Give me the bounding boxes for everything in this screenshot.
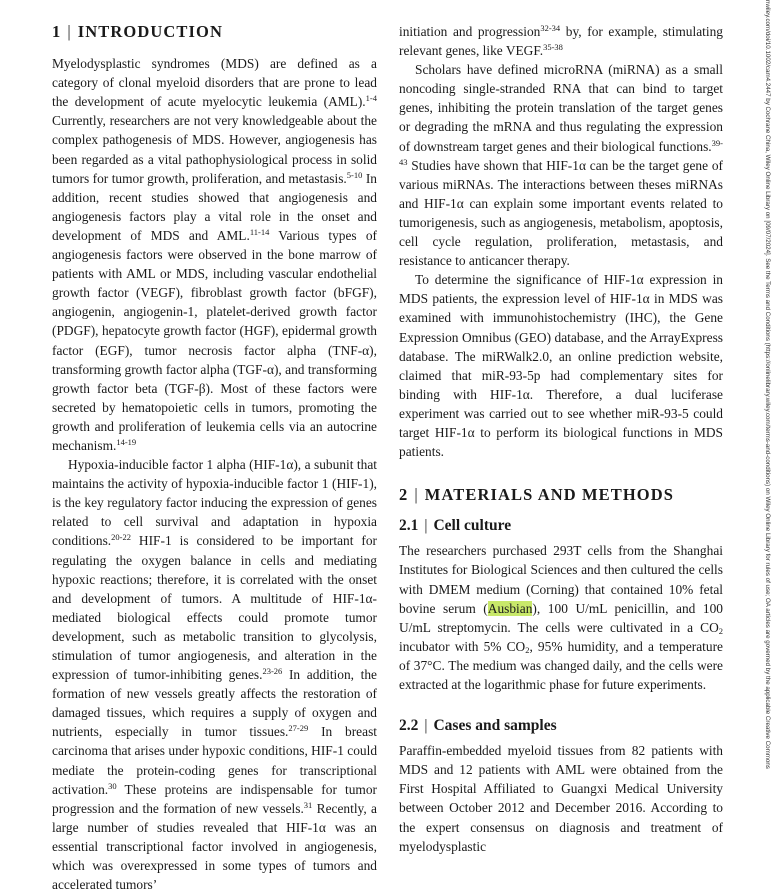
- citation: 27-29: [288, 723, 309, 734]
- citation: 30: [108, 780, 117, 791]
- left-column: [52, 0, 377, 894]
- heading-divider: |: [424, 517, 428, 535]
- paragraph-mirna: Scholars have defined microRNA (miRNA) as a small noncoding single-stranded RNA that can bind to target genes, inhibiting the protein translation of the target genes or degrading the mRNA and thus regulating the expression of downstream target genes and their biological functions.$^{39-43}$ Studies have shown that HIF-1α can be the target gene of various miRNAs. The interactions between theses miRNAs and HIF-1α can explain some important events related to tumorigenesis, such as angiogenesis, metabolism, apoptosis, cell cycle regulation, proliferation, metastasis, and resistance to anticancer therapy.: [399, 62, 723, 269]
- paragraph-aim: To determine the significance of HIF-1α expression in MDS patients, the expression level of HIF-1α in MDS was examined with immunohistochemistry (IHC), the Gene Expression Omnibus (GEO) database, and the ArrayExpress database. The miRWalk2.0, an online prediction website, claimed that miR-93-5p had complementary sites for binding with HIF-1α. Therefore, a dual luciferase experiment was carried out to see whether miR-93-5 could target HIF-1α to perform its biological functions in MDS patients.: [399, 272, 723, 460]
- subsection-title: Cases and samples: [433, 717, 557, 735]
- side-copyright-text: nwiley.com/doi/10.1002/cam4.2447 by Cochrane China, Wiley Online Library on [09/07/2024]. See the Terms and Conditions (https://onlinelibrary.wiley.com/terms-and-conditions) on Wiley Online Library for rules of use; OA articles are governed by the applicable Creative Commons: [764, 0, 771, 769]
- paragraph-cell-culture: The researchers purchased 293T cells from the Shanghai Institutes for Biological Sciences and then cultured the cells with DMEM medium (Corning) that contained 10% fetal bovine serum (Ausbian), 100 U/mL penicillin, and 100 U/mL streptomycin. The cells were cultivated in a $CO_2$ incubator with 5% $CO_2$, 95% humidity, and a temperature of 37°C. The medium was changed daily, and the cells were extracted at the logarithmic phase for future experiments.: [399, 543, 724, 692]
- subsection-heading-cell-culture: [399, 516, 723, 535]
- citation: 5-10: [346, 169, 363, 180]
- subsection-number: 2.1: [399, 517, 419, 535]
- heading-divider: |: [414, 485, 419, 505]
- citation: 11-14: [249, 226, 270, 237]
- heading-divider: |: [67, 22, 72, 41]
- paragraph-intro-2: Hypoxia-inducible factor 1 alpha (HIF-1α), a subunit that maintains the activity of hypoxia-inducible factor 1 (HIF-1), is the key regulatory factor inducing the expression of genes related to cell survival and adaptation in hypoxia conditions.$^{20-22}$ HIF-1 is considered to be important for regulating the oxygen balance in cells and mediating hypoxic reactions; therefore, it is correlated with the onset and development of tumors. A multitude of HIF-1α-mediated biological effects could promote tumor development, such as metabolic transition to glycolysis, stimulation of tumor angiogenesis, and alteration in the expression of tumor-inhibiting genes.$^{23-26}$ In addition, the formation of new vessels greatly affects the restoration of damaged tissues, which requires a supply of oxygen and nutrients, especially in tumor tissues.$^{27-29}$ In breast carcinoma that arises under hypoxic conditions, HIF-1 could mediate the protein-coding genes for transcriptional activation.$^{30}$ These proteins are indispensable for tumor progression and the formation of new vessels.$^{31}$ Recently, a large number of studies revealed that HIF-1α was an essential transcriptional factor involved in angiogenesis, which was overexpressed in some types of tumors and accelerated tumors’: [52, 457, 378, 893]
- citation: 1-4: [365, 93, 377, 104]
- section-title: MATERIALS AND METHODS: [424, 485, 675, 505]
- subsection-title: Cell culture: [433, 517, 512, 535]
- section-heading-introduction: [52, 22, 377, 41]
- citation: 20-22: [111, 532, 131, 543]
- subsection-heading-cases: [399, 716, 723, 735]
- citation: 35-38: [543, 42, 563, 53]
- paragraph-continued: initiation and progression$^{32-34}$ by, for example, stimulating relevant genes, like VEGF.$^{35-38}$: [399, 23, 723, 59]
- section-title: INTRODUCTION: [77, 22, 223, 41]
- citation: 39-43: [399, 137, 723, 167]
- section-number: 1: [52, 22, 62, 41]
- side-copyright-strip: [760, 0, 775, 807]
- citation: 23-26: [262, 666, 283, 677]
- paragraph-intro-1: Myelodysplastic syndromes (MDS) are defined as a category of clonal myeloid disorders that are prone to lead the development of acute myelocytic leukemia (AML).$^{1-4}$ Currently, researchers are not very knowledgeable about the complex pathogenesis of MDS. However, angiogenesis has been regarded as a vital pathophysiological process in solid tumors for tumor growth, proliferation, and metastasis.$^{5-10}$ In addition, recent studies showed that angiogenesis and angiogenesis factors play a vital role in the onset and development of MDS and AML.$^{11-14}$ Various types of angiogenesis factors were observed in the bone marrow of patients with AML or MDS, including vascular endothelial growth factor (VEGF), fibroblast growth factor (bFGF), angiogenin, angiogenin-1, platelet-derived growth factor (PDGF), hepatocyte growth factor (HGF), epidermal growth factor (EGF), tumor necrosis factor alpha (TNF-α), transforming growth factor alpha (TGF-α), and transforming growth factor beta (TGF-β). Most of these factors were secreted by hematopoietic cells in tumors, promoting the growth and proliferation of leukemia cells via an autocrine mechanism.$^{14-19}$: [52, 56, 377, 453]
- subsection-number: 2.2: [399, 717, 419, 735]
- paragraph-cases: Paraffin-embedded myeloid tissues from 82 patients with MDS and 12 patients with AML were obtained from the First Hospital Affiliated to Guangxi Medical University between October 2012 and December 2016. According to the expert consensus on diagnosis and treatment of myelodysplastic: [399, 743, 723, 854]
- highlighted-text[interactable]: Ausbian: [487, 600, 533, 616]
- citation: 14-19: [116, 436, 137, 447]
- citation: 32-34: [540, 23, 561, 33]
- heading-divider: |: [424, 717, 428, 735]
- section-number: 2: [399, 485, 409, 505]
- section-heading-methods: [399, 485, 723, 504]
- citation: 31: [303, 799, 313, 810]
- right-column: [399, 0, 723, 856]
